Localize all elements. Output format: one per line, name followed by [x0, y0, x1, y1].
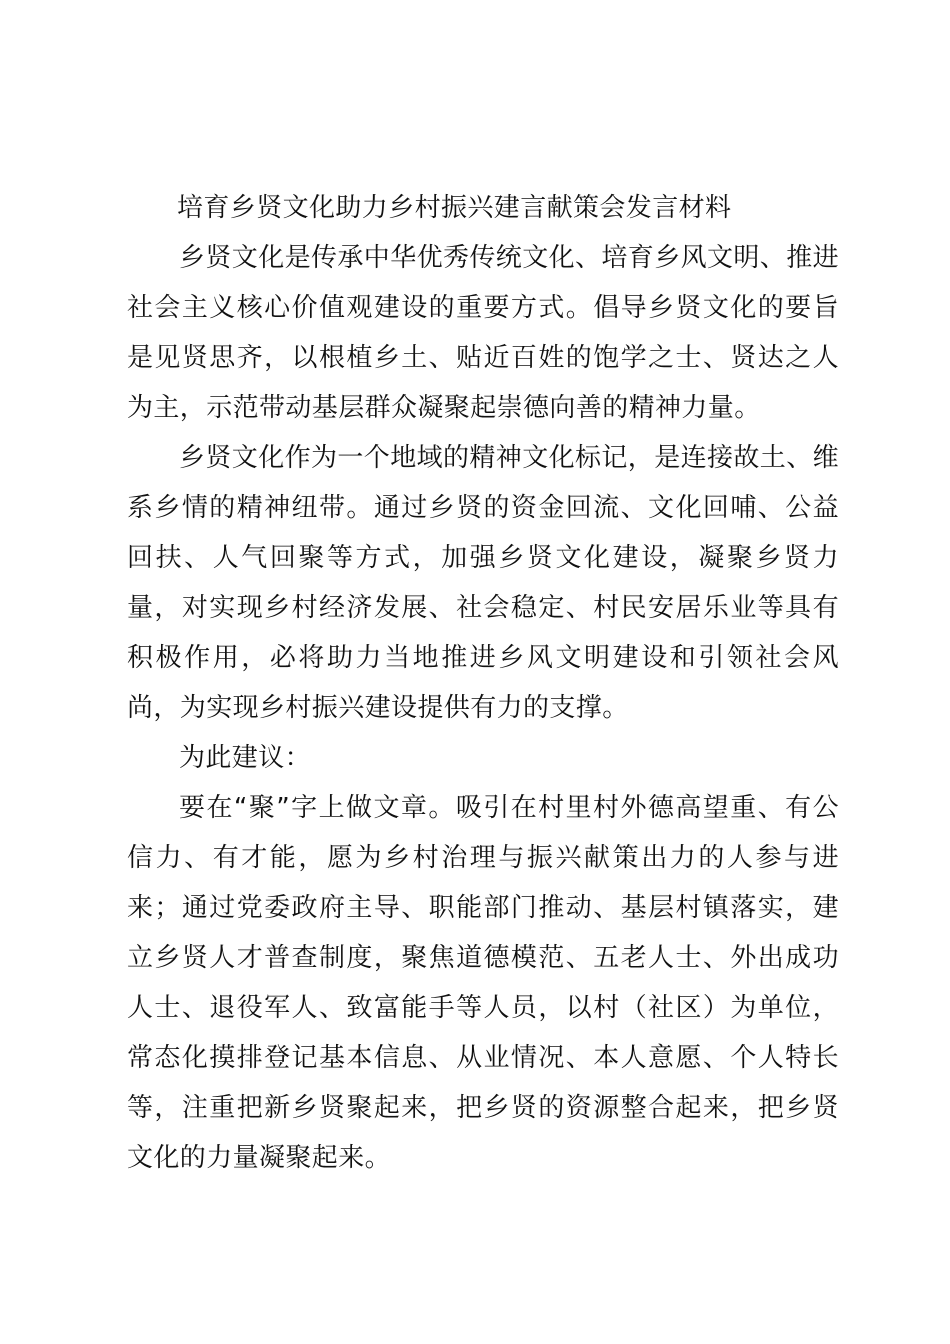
document-body — [127, 183, 839, 1183]
paragraph-4: 要在“聚”字上做文章。吸引在村里村外德高望重、有公信力、有才能，愿为乡村治理与振兴献策出力的人参与进来；通过党委政府主导、职能部门推动、基层村镇落实，建立乡贤人才普查制度，聚焦道德模范、五老人士、外出成功人士、退役军人、致富能手等人员，以村（社区）为单位，常态化摸排登记基本信息、从业情况、本人意愿、个人特长等，注重把新乡贤聚起来，把乡贤的资源整合起来，把乡贤文化的力量凝聚起来。 — [127, 793, 839, 1173]
paragraph-1: 乡贤文化是传承中华优秀传统文化、培育乡风文明、推进社会主义核心价值观建设的重要方式。倡导乡贤文化的要旨是见贤思齐，以根植乡土、贴近百姓的饱学之士、贤达之人为主，示范带动基层群众凝聚起崇德向善的精神力量。 — [127, 243, 840, 423]
paragraph-3: 为此建议： — [179, 743, 312, 773]
paragraph-2: 乡贤文化作为一个地域的精神文化标记，是连接故土、维系乡情的精神纽带。通过乡贤的资金回流、文化回哺、公益回扶、人气回聚等方式，加强乡贤文化建设，凝聚乡贤力量，对实现乡村经济发展、社会稳定、村民安居乐业等具有积极作用，必将助力当地推进乡风文明建设和引领社会风尚，为实现乡村振兴建设提供有力的支撑。 — [127, 443, 840, 723]
document-title: 培育乡贤文化助力乡村振兴建言献策会发言材料 — [177, 193, 732, 223]
